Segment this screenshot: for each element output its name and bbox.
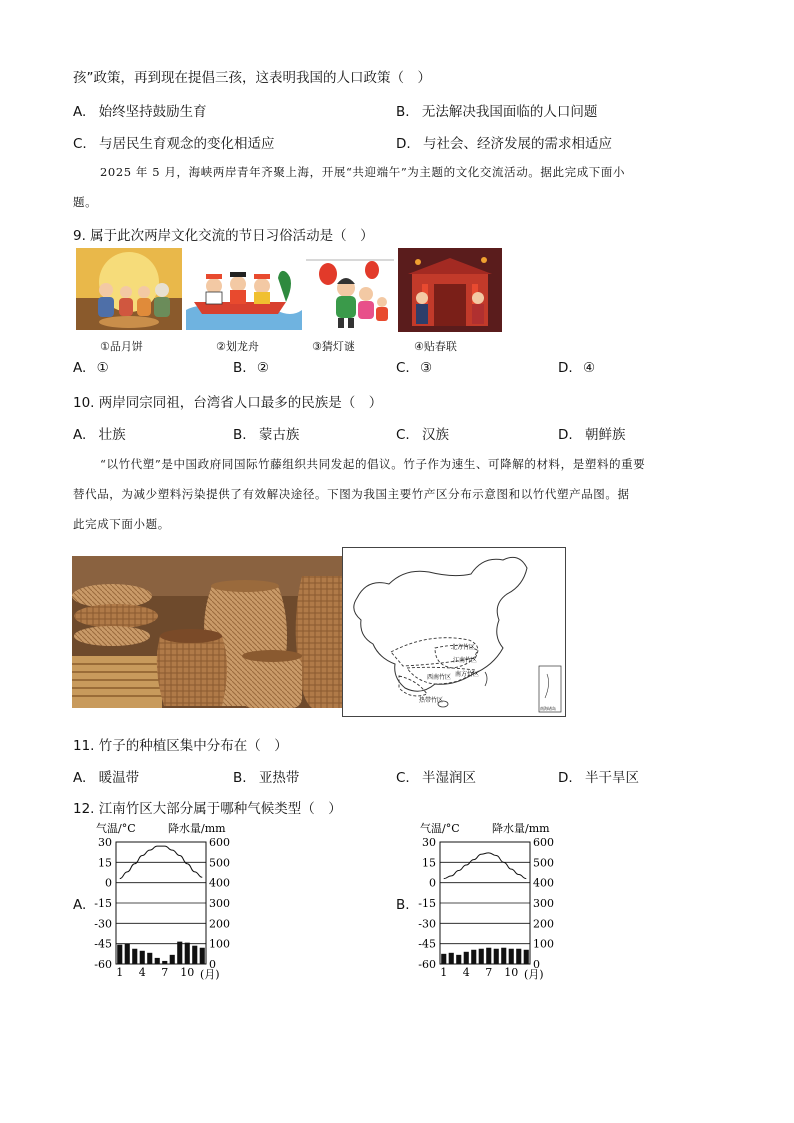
temperature-line (444, 853, 527, 879)
precipitation-bar (449, 953, 454, 964)
china-outline (354, 557, 527, 691)
y-tick-label-right: 300 (533, 897, 554, 910)
y-tick-label-right: 600 (533, 836, 554, 849)
option-letter: A. (73, 770, 87, 786)
q8-option-b[interactable] (396, 100, 597, 120)
bamboo-products-photo (72, 556, 344, 708)
y-axis-label-right: 降水量/mm (168, 822, 226, 835)
x-tick-label: 1 (440, 966, 448, 979)
y-tick-label-right: 100 (209, 937, 230, 951)
option-letter: A. (73, 360, 87, 376)
y-tick-label: 15 (98, 856, 112, 870)
option-letter: C. (396, 427, 410, 443)
climate-chart-a (86, 818, 256, 988)
q12-stem: 12. 江南竹区大部分属于哪种气候类型（ ） (73, 801, 342, 817)
map-region-label: 北方竹区 (451, 644, 476, 651)
x-tick-label: 4 (138, 966, 146, 979)
precipitation-bar (479, 949, 484, 964)
precipitation-bar (125, 944, 130, 964)
precipitation-bar (140, 951, 145, 964)
option-letter: C. (396, 360, 410, 376)
option-letter: D. (558, 770, 573, 786)
y-tick-label: 30 (98, 836, 112, 849)
precipitation-bar (464, 952, 469, 964)
y-tick-label: -15 (418, 897, 436, 910)
q12-option-a[interactable]: A. (73, 897, 87, 913)
option-text: ③ (420, 360, 433, 376)
y-tick-label-right: 600 (209, 836, 230, 849)
x-tick-label: 1 (116, 966, 124, 979)
option-letter: B. (233, 770, 247, 786)
y-tick-label: -60 (418, 958, 436, 971)
dragon-boat-image (186, 250, 302, 330)
q11-stem: 11. 竹子的种植区集中分布在（ ） (73, 738, 288, 754)
option-letter: D. (558, 360, 573, 376)
passage-2-line-3: 此完成下面小题。 (73, 517, 170, 531)
x-tick-label: 7 (485, 966, 493, 979)
passage-2-line-2: 替代品，为减少塑料污染提供了有效解决途径。下图为我国主要竹产区分布示意图和以竹代塑产品图。据 (73, 487, 630, 501)
option-letter: D. (396, 136, 411, 152)
y-axis-label: 气温/°C (96, 822, 136, 835)
option-text: 与社会、经济发展的需求相适应 (422, 136, 612, 152)
q9-option-a[interactable] (73, 360, 109, 376)
q12-option-b[interactable]: B. (396, 897, 410, 913)
precipitation-bar (170, 955, 175, 964)
y-tick-label-right: 300 (209, 897, 230, 910)
precipitation-bar (471, 950, 476, 964)
map-region-label: 江南竹区 (453, 657, 478, 664)
y-tick-label: -60 (94, 958, 112, 971)
precipitation-bar (200, 948, 205, 964)
map-region-label: 西南竹区 (427, 674, 452, 681)
image-caption-3: ③猜灯谜 (312, 340, 355, 353)
option-text: ② (256, 360, 269, 376)
precipitation-bar (456, 955, 461, 964)
q10-stem: 10. 两岸同宗同祖，台湾省人口最多的民族是（ ） (73, 395, 383, 411)
q11-option-a[interactable] (73, 766, 139, 786)
lantern-riddle-image (306, 250, 394, 332)
option-letter: B. (396, 104, 410, 120)
q9-stem: 9. 属于此次两岸文化交流的节日习俗活动是（ ） (73, 228, 374, 244)
q9-option-b[interactable] (233, 360, 269, 376)
precipitation-bar (441, 954, 446, 964)
y-tick-label: 30 (422, 836, 436, 849)
option-text: 朝鲜族 (584, 427, 626, 443)
y-tick-label-right: 400 (209, 876, 230, 890)
precipitation-bar (509, 949, 514, 964)
option-letter: A. (73, 104, 87, 120)
image-caption-1: ①品月饼 (100, 340, 143, 353)
map-region-label: 南方竹区 (455, 671, 480, 678)
y-tick-label: 0 (429, 876, 436, 890)
q10-option-d[interactable] (558, 423, 625, 443)
option-text: 始终坚持鼓励生育 (98, 104, 207, 120)
precipitation-bar (117, 945, 122, 964)
option-text: 无法解决我国面临的人口问题 (421, 104, 598, 120)
x-axis-label: (月) (200, 968, 220, 981)
option-letter: B. (233, 360, 247, 376)
passage-2-line-1: “以竹代塑”是中国政府同国际竹藤组织共同发起的倡议。竹子作为速生、可降解的材料，是塑料的重要 (100, 457, 646, 471)
option-text: 蒙古族 (258, 427, 300, 443)
option-text: ④ (582, 360, 596, 376)
passage-1-line-1: 2025 年 5 月，海峡两岸青年齐聚上海，开展“共迎端午”为主题的文化交流活动。据此完成下面小 (100, 165, 626, 179)
precipitation-bar (132, 949, 137, 964)
q11-option-c[interactable] (396, 766, 476, 786)
y-tick-label: -45 (418, 937, 436, 951)
x-tick-label: 10 (504, 966, 519, 979)
map-inset-label: 南海诸岛 (540, 706, 556, 711)
y-tick-label-right: 0 (533, 958, 540, 971)
precipitation-bar (486, 948, 491, 964)
climate-chart-b (410, 818, 580, 988)
y-tick-label-right: 500 (209, 856, 230, 870)
precipitation-bar (494, 949, 499, 964)
image-caption-4: ④贴春联 (414, 340, 457, 353)
q9-option-c[interactable] (396, 360, 432, 376)
option-text: 半干旱区 (584, 770, 639, 786)
y-tick-label-right: 400 (533, 876, 554, 890)
x-tick-label: 7 (161, 966, 169, 979)
q11-option-d[interactable] (558, 766, 639, 786)
option-text: 壮族 (98, 427, 126, 443)
option-text: 与居民生育观念的变化相适应 (99, 136, 275, 152)
option-letter: C. (396, 770, 410, 786)
map-region-label: 热带竹区 (419, 697, 444, 704)
option-letter: A. (73, 427, 87, 443)
q11-option-b[interactable] (233, 766, 299, 786)
y-tick-label: -15 (94, 897, 112, 910)
precipitation-bar (524, 950, 529, 964)
precipitation-bar (147, 953, 152, 964)
y-tick-label-right: 0 (209, 958, 216, 971)
x-tick-label: 4 (462, 966, 470, 979)
mooncake-image (76, 248, 182, 330)
image-caption-2: ②划龙舟 (216, 340, 259, 353)
option-text: 半湿润区 (422, 770, 477, 786)
y-tick-label: 15 (422, 856, 436, 870)
q8-stem: 孩”政策，再到现在提倡三孩，这表明我国的人口政策（ ） (73, 70, 431, 86)
q8-option-c[interactable] (73, 132, 275, 152)
spring-couplets-image (398, 248, 502, 332)
option-letter: B. (233, 427, 247, 443)
y-tick-label-right: 500 (533, 856, 554, 870)
y-tick-label: -30 (418, 917, 436, 931)
option-letter: C. (73, 136, 87, 152)
bamboo-region-map (342, 547, 566, 717)
option-text: ① (96, 360, 109, 376)
y-tick-label-right: 200 (209, 917, 230, 931)
y-tick-label: 0 (105, 876, 112, 890)
y-tick-label: -45 (94, 937, 112, 951)
option-text: 亚热带 (258, 770, 300, 786)
y-tick-label: -30 (94, 917, 112, 931)
option-text: 汉族 (422, 427, 450, 443)
precipitation-bar (155, 958, 160, 964)
y-tick-label-right: 200 (533, 917, 554, 931)
precipitation-bar (516, 949, 521, 964)
q8-option-a[interactable] (73, 100, 207, 120)
precipitation-bar (501, 948, 506, 964)
passage-1-line-2: 题。 (73, 195, 98, 209)
option-text: 暖温带 (98, 770, 140, 786)
q10-option-c[interactable] (396, 423, 449, 443)
y-axis-label: 气温/°C (420, 822, 460, 835)
precipitation-bar (192, 946, 197, 964)
precipitation-bar (185, 943, 190, 964)
q10-option-a[interactable] (73, 423, 126, 443)
x-axis-label: (月) (524, 968, 544, 981)
q10-option-b[interactable] (233, 423, 299, 443)
precipitation-bar (162, 961, 167, 964)
y-tick-label-right: 100 (533, 937, 554, 951)
precipitation-bar (177, 942, 182, 964)
option-letter: D. (558, 427, 573, 443)
x-tick-label: 10 (180, 966, 195, 979)
q8-option-d[interactable] (396, 132, 612, 152)
q9-option-d[interactable] (558, 360, 595, 376)
y-axis-label-right: 降水量/mm (492, 822, 550, 835)
